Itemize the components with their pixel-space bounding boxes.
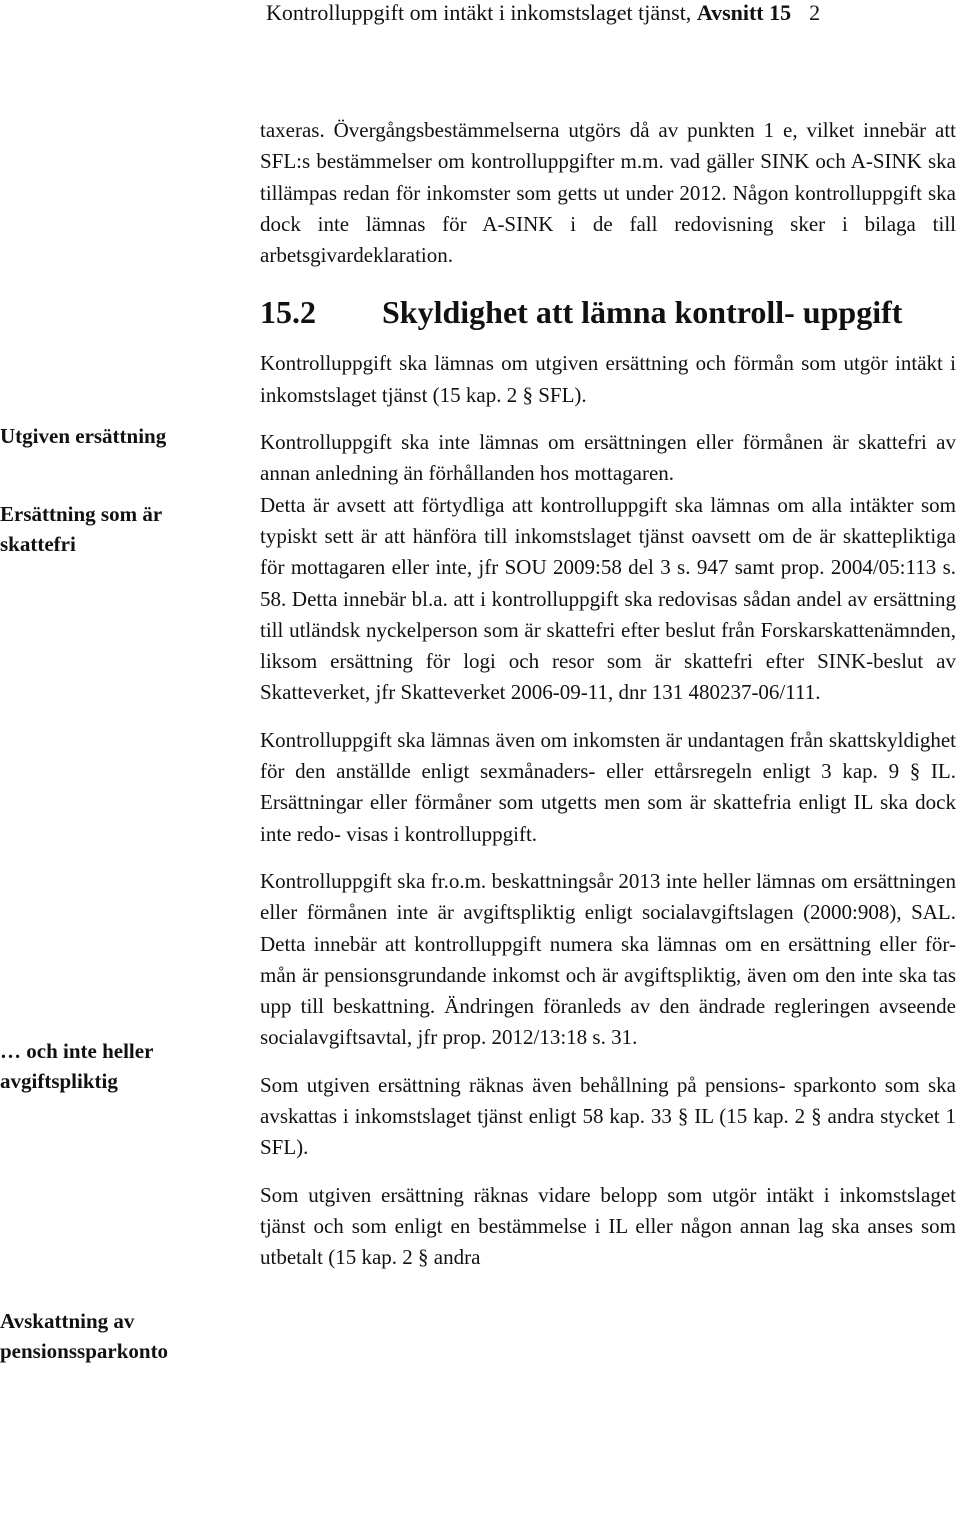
margin-note-pensionssparkonto: Avskattning av pensionssparkonto xyxy=(0,1309,169,1363)
section-number: 15.2 xyxy=(260,294,316,331)
page-number: 2 xyxy=(809,0,821,25)
intro-paragraph: taxeras. Övergångsbestämmelserna utgörs då av punkten 1 e, vilket innebär att SFL:s bestämmelser om kontrolluppgifter m.m. vad gäller SINK och A-SINK ska tillämpas redan för inkomster som getts ut under 2012. Någon kontrolluppgift ska dock inte lämnas för A-SINK i de fall redovisning sker i bilaga till arbetsgivardeklaration. xyxy=(260,118,956,268)
paragraph-anses-utbetalt: Som utgiven ersättning räknas vidare belopp som utgör intäkt i inkomstslaget tjänst och som enligt en bestämmelse i IL eller någon annan lag ska anses som utbetalt (15 kap. 2 § andra xyxy=(260,1182,956,1270)
paragraph-sexmanaders: Kontrolluppgift ska lämnas även om inkomsten är undantagen från skattskyldighet för den anställde enligt sexmånaders- eller ettårsregeln enligt 3 kap. 9 § IL. Ersättningar eller förmåner som utgetts men som är skattefria enligt IL ska dock inte redo- visas i kontrolluppgift. xyxy=(260,727,956,846)
paragraph-avgiftspliktig: Kontrolluppgift ska fr.o.m. beskattningsår 2013 inte heller lämnas om ersättningen eller förmånen inte är avgiftspliktig enligt socialavgiftslagen (2000:908), SAL. Detta innebär att kontrolluppgift numera ska lämnas om en ersättning eller för- mån är pensionsgrundande inkomst och är avgiftspliktig, även om den inte ska tas upp till beskattning. Ändringen föranleds av den ändrade regleringen avseende socialavgiftsavtal, jfr prop. 2012/13:18 s. 31. xyxy=(260,868,956,1050)
margin-note-utgiven-ersattning: Utgiven ersättning xyxy=(0,424,167,448)
paragraph-fortydliga: Detta är avsett att förtydliga att kontrolluppgift ska lämnas om alla intäkter som typiskt sett är att hänföra till inkomstslaget tjänst oavsett om de är skattepliktiga för mottagaren eller inte, jfr SOU 2009:58 del 3 s. 947 samt prop. 2004/05:113 s. 58. Detta innebär bl.a. att i kontrolluppgift ska redovisas sådan andel av ersättning till utländsk nyckelperson som är skattefri efter beslut från Forskarskattenämnden, liksom ersättning för logi och resor som är skattefri efter SINK-beslut av Skatteverket, jfr Skatteverket 2006-09-11, dnr 131 480237-06/111. xyxy=(260,492,956,705)
paragraph-utgiven-ersattning: Kontrolluppgift ska lämnas om utgiven ersättning och förmån som utgör intäkt i inkomstslaget tjänst (15 kap. 2 § SFL). xyxy=(260,351,956,407)
paragraph-pensionssparkonto: Som utgiven ersättning räknas även behållning på pensions- sparkonto som ska avskattas i inkomstslaget tjänst enligt 58 kap. 33 § IL (15 kap. 2 § andra stycket 1 SFL). xyxy=(260,1072,956,1160)
margin-note-skattefri: Ersättning som är skattefri xyxy=(0,502,162,556)
main-text xyxy=(260,115,956,1290)
margin-note-avgiftspliktig: … och inte heller avgiftspliktig xyxy=(0,1039,154,1093)
header-section: Avsnitt 15 xyxy=(696,0,792,25)
header-title: Kontrolluppgift om intäkt i inkomstslaget tjänst, xyxy=(266,0,697,25)
section-heading xyxy=(260,291,956,333)
page-header xyxy=(266,0,956,26)
section-title: Skyldighet att lämna kontroll- uppgift xyxy=(382,294,903,331)
paragraph-skattefri: Kontrolluppgift ska inte lämnas om ersättningen eller förmånen är skattefri av annan anledning än förhållanden hos mottagaren. xyxy=(260,430,956,486)
